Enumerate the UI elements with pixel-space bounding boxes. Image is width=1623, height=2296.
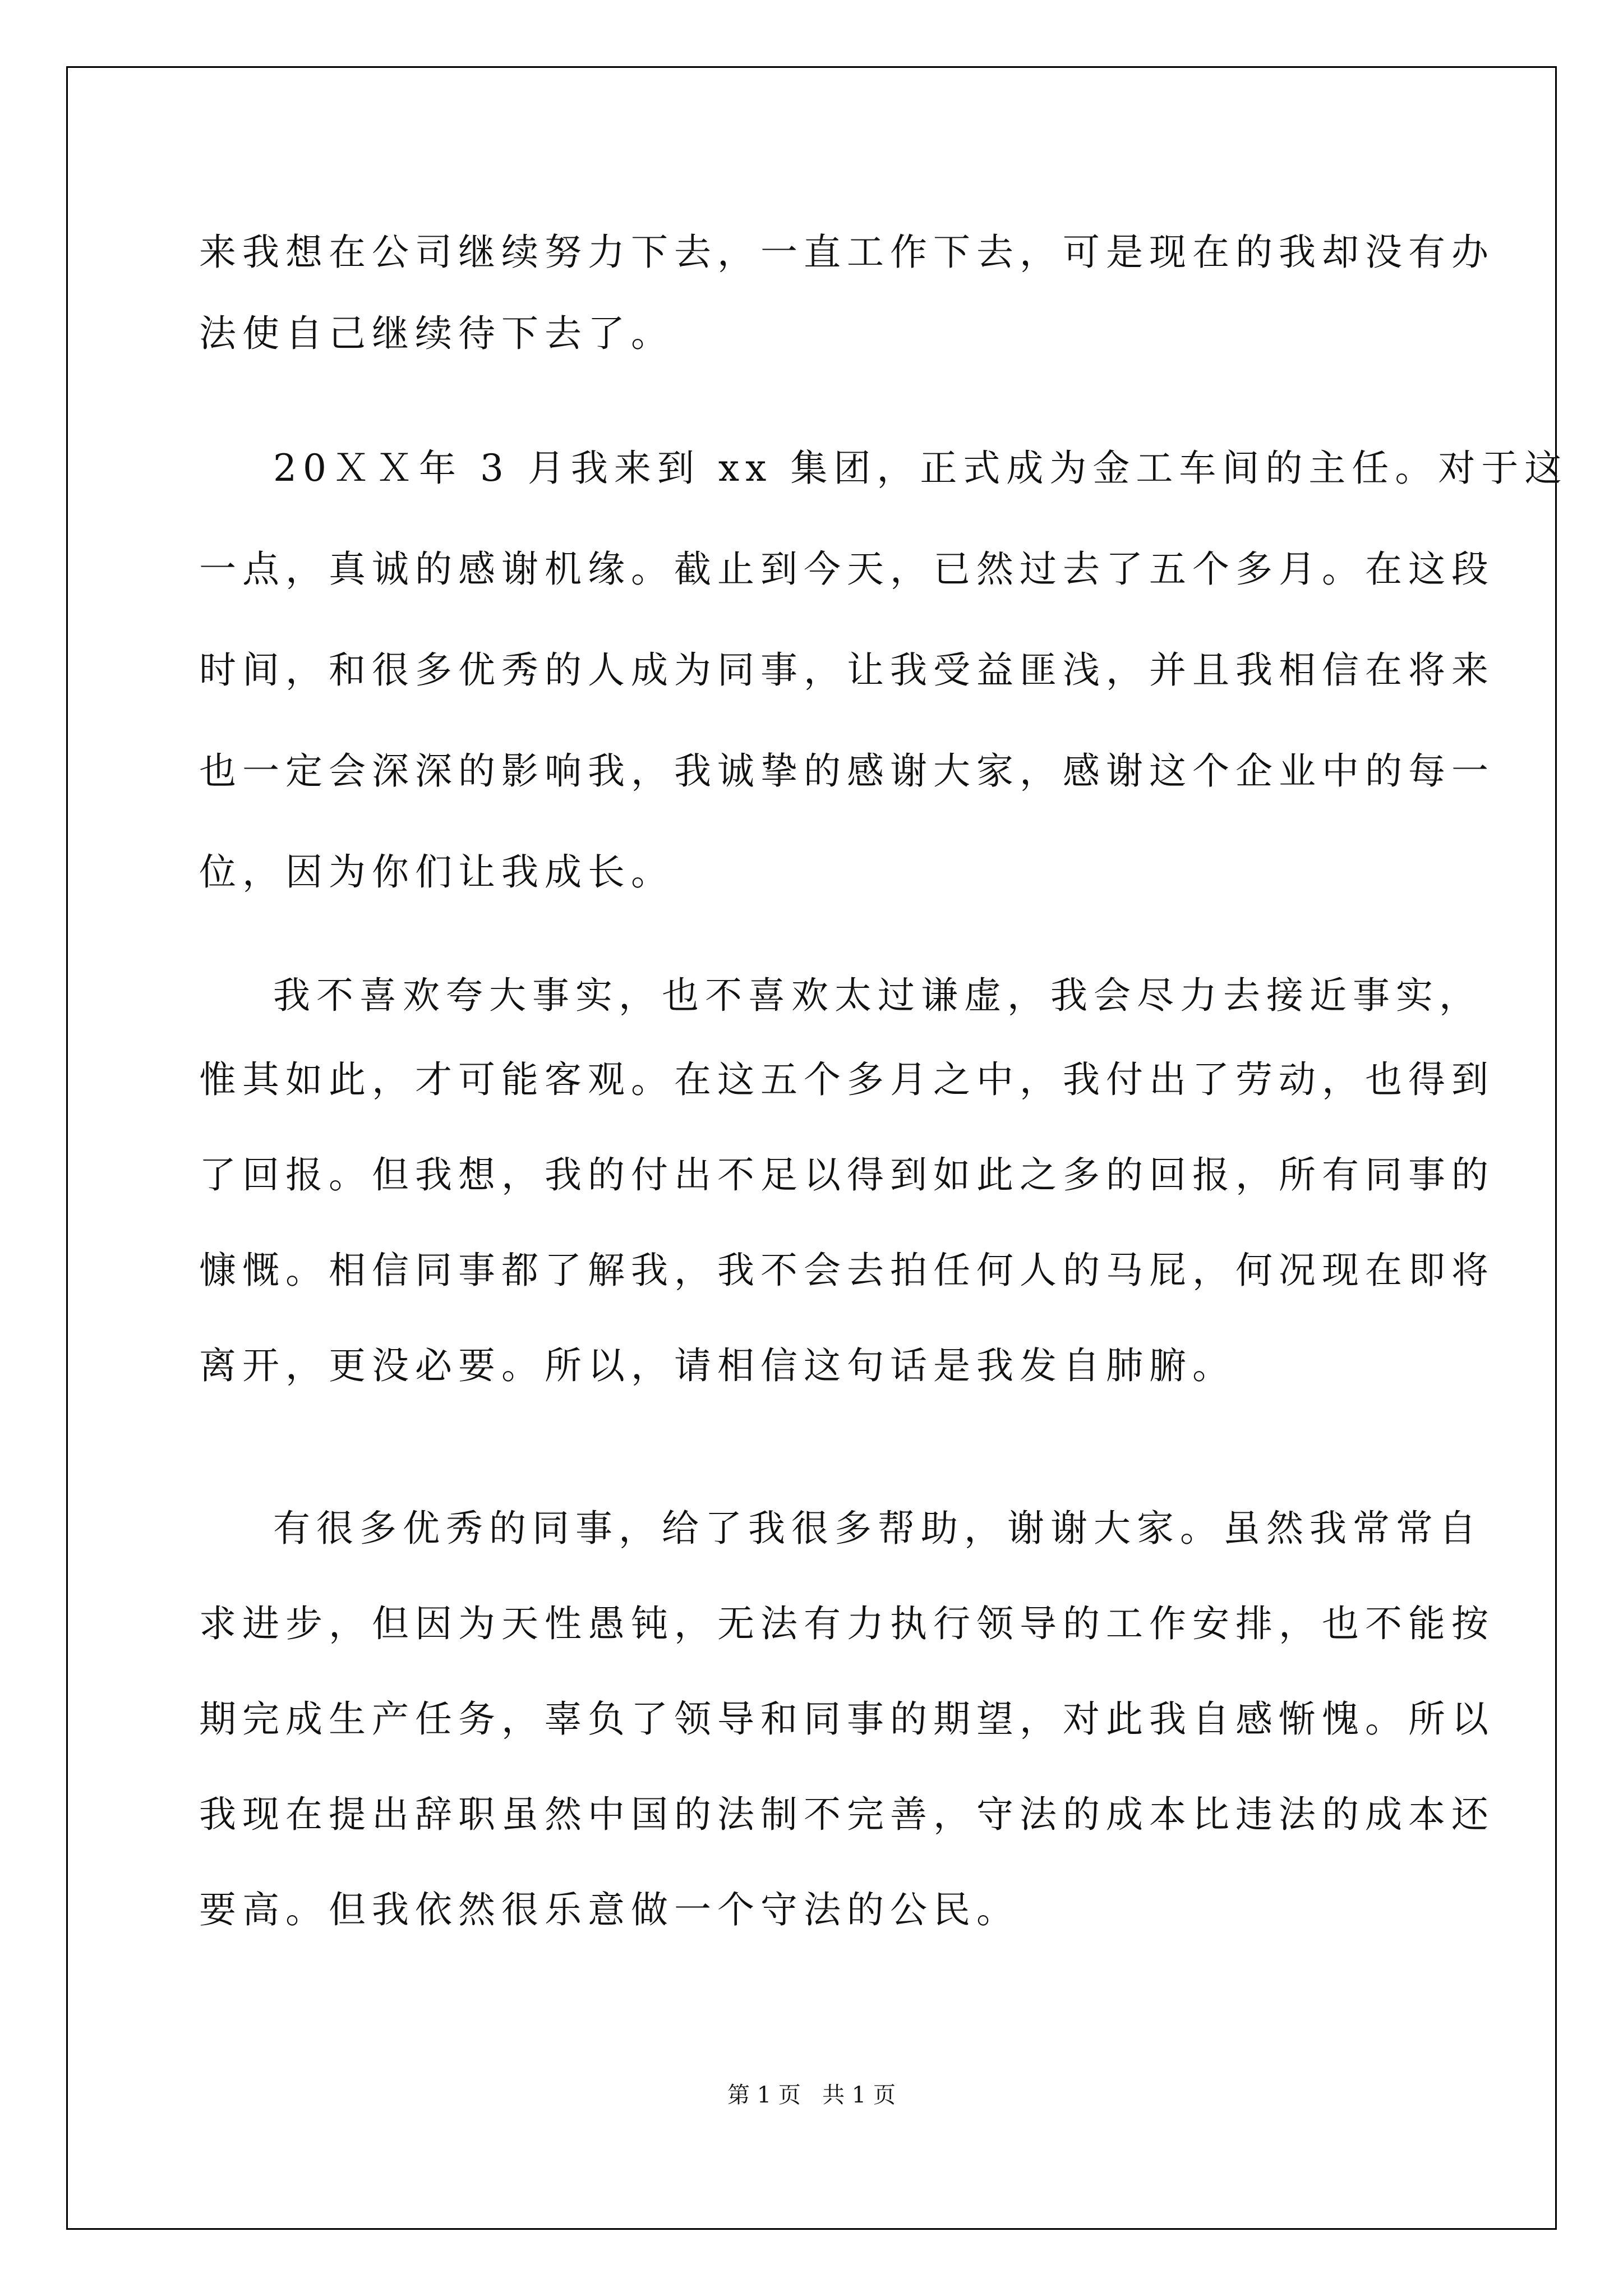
- paragraph-2-line-1: 20ＸＸ年 3 月我来到 xx 集团，正式成为金工车间的主任。对于这: [273, 447, 1568, 490]
- paragraph-1-line-2: 法使自己继续待下去了。: [199, 312, 674, 355]
- paragraph-2-line-3: 时间，和很多优秀的人成为同事，让我受益匪浅，并且我相信在将来: [199, 648, 1495, 692]
- paragraph-3-line-1: 我不喜欢夸大事实，也不喜欢太过谦虚，我会尽力去接近事实，: [273, 974, 1482, 1017]
- paragraph-3-line-3: 了回报。但我想，我的付出不足以得到如此之多的回报，所有同事的: [199, 1153, 1495, 1197]
- paragraph-1-line-1: 来我想在公司继续努力下去，一直工作下去，可是现在的我却没有办: [199, 231, 1495, 274]
- paragraph-4-line-4: 我现在提出辞职虽然中国的法制不完善，守法的成本比违法的成本还: [199, 1793, 1495, 1836]
- paragraph-2-line-4: 也一定会深深的影响我，我诚挚的感谢大家，感谢这个企业中的每一: [199, 749, 1495, 793]
- paragraph-3-line-4: 慷慨。相信同事都了解我，我不会去拍任何人的马屁，何况现在即将: [199, 1249, 1495, 1292]
- paragraph-4-line-3: 期完成生产任务，辜负了领导和同事的期望，对此我自感惭愧。所以: [199, 1697, 1495, 1741]
- paragraph-4-line-5: 要高。但我依然很乐意做一个守法的公民。: [199, 1888, 1020, 1931]
- page-number-footer: 第 1 页 共 1 页: [727, 2082, 896, 2108]
- paragraph-3-line-5: 离开，更没必要。所以，请相信这句话是我发自肺腑。: [199, 1344, 1235, 1387]
- paragraph-4-line-1: 有很多优秀的同事，给了我很多帮助，谢谢大家。虽然我常常自: [273, 1507, 1482, 1550]
- paragraph-2-line-5: 位，因为你们让我成长。: [199, 850, 674, 894]
- paragraph-2-line-2: 一点，真诚的感谢机缘。截止到今天，已然过去了五个多月。在这段: [199, 547, 1495, 591]
- paragraph-3-line-2: 惟其如此，才可能客观。在这五个多月之中，我付出了劳动，也得到: [199, 1058, 1495, 1101]
- paragraph-4-line-2: 求进步，但因为天性愚钝，无法有力执行领导的工作安排，也不能按: [199, 1602, 1495, 1645]
